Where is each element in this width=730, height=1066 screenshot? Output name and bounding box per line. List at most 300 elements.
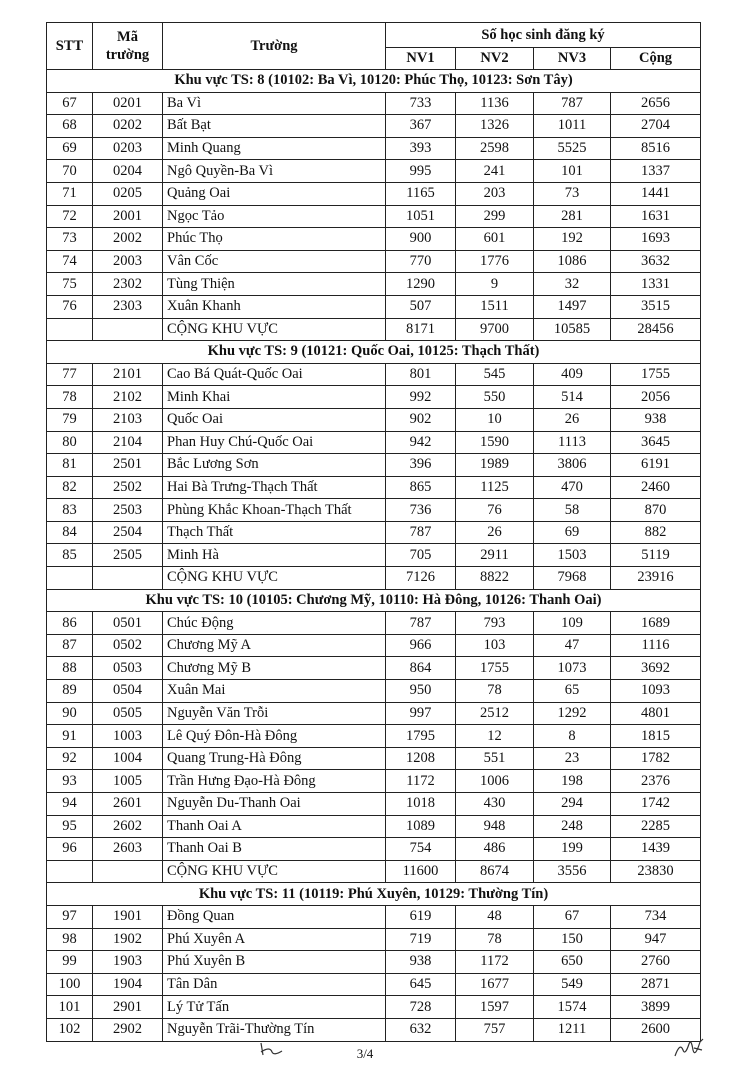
table-row xyxy=(47,137,701,160)
cell-stt: 96 xyxy=(47,838,93,861)
cell-ma-truong: 2502 xyxy=(93,476,163,499)
cell-nv1: 719 xyxy=(386,928,456,951)
cell-truong: Quốc Oai xyxy=(163,408,386,431)
cell-cong: 1693 xyxy=(611,228,701,251)
cell-cong: 23830 xyxy=(611,860,701,883)
cell-nv1: 645 xyxy=(386,973,456,996)
cell-cong: 3645 xyxy=(611,431,701,454)
cell-nv1: 1290 xyxy=(386,273,456,296)
cell-nv1: 736 xyxy=(386,499,456,522)
cell-ma-truong: 2302 xyxy=(93,273,163,296)
cell-nv1: 754 xyxy=(386,838,456,861)
cell-nv2: 8822 xyxy=(456,567,534,590)
section-title: Khu vực TS: 8 (10102: Ba Vì, 10120: Phúc Thọ, 10123: Sơn Tây) xyxy=(47,70,701,93)
cell-truong: Phùng Khắc Khoan-Thạch Thất xyxy=(163,499,386,522)
cell-nv2: 203 xyxy=(456,182,534,205)
cell-nv1: 632 xyxy=(386,1018,456,1041)
table-row xyxy=(47,160,701,183)
cell-truong: Chúc Động xyxy=(163,612,386,635)
cell-ma-truong: 1902 xyxy=(93,928,163,951)
cell-nv2: 1677 xyxy=(456,973,534,996)
table-row xyxy=(47,92,701,115)
cell-ma-truong: 0201 xyxy=(93,92,163,115)
cell-nv2: 948 xyxy=(456,815,534,838)
cell-truong: Chương Mỹ B xyxy=(163,657,386,680)
cell-stt: 100 xyxy=(47,973,93,996)
cell-stt: 83 xyxy=(47,499,93,522)
cell-stt: 84 xyxy=(47,521,93,544)
cell-nv1: 950 xyxy=(386,680,456,703)
cell-stt: 94 xyxy=(47,793,93,816)
cell-truong: Ngọc Tảo xyxy=(163,205,386,228)
cell-truong: Quang Trung-Hà Đông xyxy=(163,747,386,770)
cell-ma-truong: 2503 xyxy=(93,499,163,522)
cell-stt: 75 xyxy=(47,273,93,296)
cell-ma-truong: 0203 xyxy=(93,137,163,160)
cell-truong: Vân Cốc xyxy=(163,250,386,273)
cell-nv2: 241 xyxy=(456,160,534,183)
cell-stt: 81 xyxy=(47,454,93,477)
cell-ma-truong: 2103 xyxy=(93,408,163,431)
total-row xyxy=(47,567,701,590)
cell-cong: 734 xyxy=(611,905,701,928)
table-row xyxy=(47,295,701,318)
total-label: CỘNG KHU VỰC xyxy=(163,567,386,590)
cell-cong: 5119 xyxy=(611,544,701,567)
cell-stt: 87 xyxy=(47,634,93,657)
cell-nv3: 281 xyxy=(534,205,611,228)
cell-nv1: 966 xyxy=(386,634,456,657)
table-row xyxy=(47,928,701,951)
cell-ma-truong: 1903 xyxy=(93,951,163,974)
table-row xyxy=(47,431,701,454)
table-row xyxy=(47,973,701,996)
cell-stt: 99 xyxy=(47,951,93,974)
table-row xyxy=(47,544,701,567)
table-row xyxy=(47,521,701,544)
cell-ma-truong: 2002 xyxy=(93,228,163,251)
cell-stt: 73 xyxy=(47,228,93,251)
cell-nv1: 1051 xyxy=(386,205,456,228)
cell-stt: 91 xyxy=(47,725,93,748)
col-header-nv1: NV1 xyxy=(386,48,456,70)
table-row xyxy=(47,205,701,228)
table-row xyxy=(47,838,701,861)
registration-table xyxy=(46,22,701,1042)
table-row xyxy=(47,815,701,838)
cell-cong: 2285 xyxy=(611,815,701,838)
cell-nv2: 12 xyxy=(456,725,534,748)
cell-nv3: 109 xyxy=(534,612,611,635)
section-title: Khu vực TS: 9 (10121: Quốc Oai, 10125: Thạch Thất) xyxy=(47,341,701,364)
cell-nv3: 1073 xyxy=(534,657,611,680)
cell-cong: 2056 xyxy=(611,386,701,409)
cell-nv3: 198 xyxy=(534,770,611,793)
cell-nv3: 409 xyxy=(534,363,611,386)
cell-ma-truong: 2505 xyxy=(93,544,163,567)
cell-nv3: 1497 xyxy=(534,295,611,318)
cell-ma-truong xyxy=(93,318,163,341)
cell-nv1: 864 xyxy=(386,657,456,680)
cell-nv2: 1590 xyxy=(456,431,534,454)
table-row xyxy=(47,725,701,748)
cell-ma-truong: 2102 xyxy=(93,386,163,409)
cell-nv2: 9 xyxy=(456,273,534,296)
cell-stt: 86 xyxy=(47,612,93,635)
cell-truong: Tùng Thiện xyxy=(163,273,386,296)
cell-nv2: 1776 xyxy=(456,250,534,273)
cell-ma-truong: 2504 xyxy=(93,521,163,544)
cell-nv3: 514 xyxy=(534,386,611,409)
cell-truong: Xuân Khanh xyxy=(163,295,386,318)
col-header-ma-truong: Mã trường xyxy=(93,23,163,70)
cell-truong: Minh Quang xyxy=(163,137,386,160)
table-row xyxy=(47,657,701,680)
cell-truong: Nguyễn Du-Thanh Oai xyxy=(163,793,386,816)
cell-cong: 2704 xyxy=(611,115,701,138)
table-row xyxy=(47,499,701,522)
cell-cong: 1441 xyxy=(611,182,701,205)
table-row xyxy=(47,905,701,928)
cell-nv2: 1511 xyxy=(456,295,534,318)
section-title: Khu vực TS: 10 (10105: Chương Mỹ, 10110: Hà Đông, 10126: Thanh Oai) xyxy=(47,589,701,612)
cell-nv3: 7968 xyxy=(534,567,611,590)
cell-stt: 76 xyxy=(47,295,93,318)
cell-nv3: 650 xyxy=(534,951,611,974)
cell-cong: 870 xyxy=(611,499,701,522)
cell-nv1: 1795 xyxy=(386,725,456,748)
cell-nv3: 73 xyxy=(534,182,611,205)
cell-stt: 102 xyxy=(47,1018,93,1041)
cell-nv1: 992 xyxy=(386,386,456,409)
cell-ma-truong: 1003 xyxy=(93,725,163,748)
cell-cong: 1815 xyxy=(611,725,701,748)
cell-nv1: 1089 xyxy=(386,815,456,838)
cell-nv3: 248 xyxy=(534,815,611,838)
cell-truong: Đồng Quan xyxy=(163,905,386,928)
cell-ma-truong: 2603 xyxy=(93,838,163,861)
cell-nv3: 101 xyxy=(534,160,611,183)
cell-truong: Nguyễn Văn Trỗi xyxy=(163,702,386,725)
cell-ma-truong: 1005 xyxy=(93,770,163,793)
cell-nv2: 1172 xyxy=(456,951,534,974)
cell-nv2: 1597 xyxy=(456,996,534,1019)
cell-nv2: 8674 xyxy=(456,860,534,883)
cell-nv2: 76 xyxy=(456,499,534,522)
cell-cong: 3899 xyxy=(611,996,701,1019)
cell-nv2: 2598 xyxy=(456,137,534,160)
table-row xyxy=(47,250,701,273)
cell-ma-truong: 0202 xyxy=(93,115,163,138)
cell-cong: 6191 xyxy=(611,454,701,477)
cell-nv3: 787 xyxy=(534,92,611,115)
cell-nv3: 1011 xyxy=(534,115,611,138)
cell-nv2: 10 xyxy=(456,408,534,431)
cell-nv3: 65 xyxy=(534,680,611,703)
cell-nv3: 32 xyxy=(534,273,611,296)
signature-mark-right xyxy=(672,1036,706,1060)
cell-stt: 70 xyxy=(47,160,93,183)
cell-stt: 78 xyxy=(47,386,93,409)
cell-nv1: 1165 xyxy=(386,182,456,205)
cell-nv2: 103 xyxy=(456,634,534,657)
table-row xyxy=(47,951,701,974)
cell-nv3: 5525 xyxy=(534,137,611,160)
cell-cong: 28456 xyxy=(611,318,701,341)
cell-nv1: 11600 xyxy=(386,860,456,883)
cell-stt: 67 xyxy=(47,92,93,115)
cell-ma-truong: 0502 xyxy=(93,634,163,657)
cell-nv1: 393 xyxy=(386,137,456,160)
cell-nv3: 1574 xyxy=(534,996,611,1019)
cell-nv3: 150 xyxy=(534,928,611,951)
cell-cong: 2656 xyxy=(611,92,701,115)
cell-truong: Bắc Lương Sơn xyxy=(163,454,386,477)
cell-truong: Minh Hà xyxy=(163,544,386,567)
cell-nv2: 550 xyxy=(456,386,534,409)
cell-ma-truong: 2501 xyxy=(93,454,163,477)
table-row xyxy=(47,747,701,770)
cell-cong: 2460 xyxy=(611,476,701,499)
cell-cong: 1742 xyxy=(611,793,701,816)
cell-ma-truong: 0501 xyxy=(93,612,163,635)
cell-nv3: 47 xyxy=(534,634,611,657)
cell-nv1: 705 xyxy=(386,544,456,567)
cell-nv2: 78 xyxy=(456,680,534,703)
cell-ma-truong xyxy=(93,567,163,590)
cell-cong: 1116 xyxy=(611,634,701,657)
cell-nv1: 7126 xyxy=(386,567,456,590)
cell-nv3: 1292 xyxy=(534,702,611,725)
table-row xyxy=(47,182,701,205)
cell-stt: 82 xyxy=(47,476,93,499)
cell-ma-truong: 1004 xyxy=(93,747,163,770)
table-row xyxy=(47,386,701,409)
cell-stt: 68 xyxy=(47,115,93,138)
table-row xyxy=(47,273,701,296)
table-row xyxy=(47,996,701,1019)
cell-truong: Bất Bạt xyxy=(163,115,386,138)
cell-nv3: 10585 xyxy=(534,318,611,341)
total-label: CỘNG KHU VỰC xyxy=(163,860,386,883)
cell-nv1: 728 xyxy=(386,996,456,1019)
cell-truong: Quảng Oai xyxy=(163,182,386,205)
cell-nv2: 2911 xyxy=(456,544,534,567)
cell-nv1: 1172 xyxy=(386,770,456,793)
cell-nv2: 1136 xyxy=(456,92,534,115)
cell-nv3: 58 xyxy=(534,499,611,522)
table-row xyxy=(47,454,701,477)
cell-nv3: 3556 xyxy=(534,860,611,883)
cell-cong: 2376 xyxy=(611,770,701,793)
cell-cong: 882 xyxy=(611,521,701,544)
cell-cong: 938 xyxy=(611,408,701,431)
cell-stt: 90 xyxy=(47,702,93,725)
cell-stt: 92 xyxy=(47,747,93,770)
col-header-nv2: NV2 xyxy=(456,48,534,70)
cell-nv3: 1113 xyxy=(534,431,611,454)
table-row xyxy=(47,476,701,499)
cell-stt: 69 xyxy=(47,137,93,160)
cell-ma-truong: 2303 xyxy=(93,295,163,318)
cell-cong: 1631 xyxy=(611,205,701,228)
table-row xyxy=(47,1018,701,1041)
table-row xyxy=(47,363,701,386)
cell-cong: 947 xyxy=(611,928,701,951)
cell-ma-truong: 1901 xyxy=(93,905,163,928)
cell-truong: Minh Khai xyxy=(163,386,386,409)
cell-nv3: 1086 xyxy=(534,250,611,273)
cell-ma-truong: 1904 xyxy=(93,973,163,996)
cell-truong: Cao Bá Quát-Quốc Oai xyxy=(163,363,386,386)
cell-ma-truong: 2101 xyxy=(93,363,163,386)
cell-nv2: 299 xyxy=(456,205,534,228)
section-title: Khu vực TS: 11 (10119: Phú Xuyên, 10129: Thường Tín) xyxy=(47,883,701,906)
cell-nv3: 549 xyxy=(534,973,611,996)
cell-cong: 1439 xyxy=(611,838,701,861)
cell-cong: 1093 xyxy=(611,680,701,703)
cell-nv1: 900 xyxy=(386,228,456,251)
cell-nv2: 545 xyxy=(456,363,534,386)
cell-stt: 98 xyxy=(47,928,93,951)
cell-cong: 3515 xyxy=(611,295,701,318)
cell-ma-truong: 0505 xyxy=(93,702,163,725)
cell-cong: 2760 xyxy=(611,951,701,974)
col-header-truong: Trường xyxy=(163,23,386,70)
cell-truong: Thanh Oai A xyxy=(163,815,386,838)
cell-nv1: 997 xyxy=(386,702,456,725)
cell-stt: 95 xyxy=(47,815,93,838)
table-row xyxy=(47,793,701,816)
cell-nv2: 793 xyxy=(456,612,534,635)
cell-nv1: 787 xyxy=(386,521,456,544)
cell-nv2: 1755 xyxy=(456,657,534,680)
cell-truong: Ba Vì xyxy=(163,92,386,115)
col-header-so-hoc-sinh: Số học sinh đăng ký xyxy=(386,23,701,48)
table-row xyxy=(47,115,701,138)
cell-truong: Tân Dân xyxy=(163,973,386,996)
cell-truong: Lý Tử Tấn xyxy=(163,996,386,1019)
col-header-stt: STT xyxy=(47,23,93,70)
cell-nv1: 865 xyxy=(386,476,456,499)
cell-nv3: 26 xyxy=(534,408,611,431)
cell-nv1: 1208 xyxy=(386,747,456,770)
table-body xyxy=(47,70,701,1042)
cell-cong: 4801 xyxy=(611,702,701,725)
cell-ma-truong: 0504 xyxy=(93,680,163,703)
cell-ma-truong xyxy=(93,860,163,883)
cell-nv3: 1503 xyxy=(534,544,611,567)
cell-nv3: 294 xyxy=(534,793,611,816)
cell-nv3: 67 xyxy=(534,905,611,928)
cell-truong: Thanh Oai B xyxy=(163,838,386,861)
cell-stt: 79 xyxy=(47,408,93,431)
cell-truong: Chương Mỹ A xyxy=(163,634,386,657)
cell-truong: Phú Xuyên A xyxy=(163,928,386,951)
cell-stt: 93 xyxy=(47,770,93,793)
cell-stt xyxy=(47,318,93,341)
cell-stt: 72 xyxy=(47,205,93,228)
cell-nv3: 192 xyxy=(534,228,611,251)
table-row xyxy=(47,228,701,251)
cell-cong: 3692 xyxy=(611,657,701,680)
cell-nv3: 23 xyxy=(534,747,611,770)
cell-cong: 1689 xyxy=(611,612,701,635)
cell-truong: Thạch Thất xyxy=(163,521,386,544)
cell-stt xyxy=(47,567,93,590)
cell-stt: 77 xyxy=(47,363,93,386)
cell-truong: Trần Hưng Đạo-Hà Đông xyxy=(163,770,386,793)
cell-ma-truong: 2902 xyxy=(93,1018,163,1041)
cell-truong: Nguyễn Trãi-Thường Tín xyxy=(163,1018,386,1041)
cell-nv1: 801 xyxy=(386,363,456,386)
cell-nv2: 430 xyxy=(456,793,534,816)
table-row xyxy=(47,680,701,703)
total-label: CỘNG KHU VỰC xyxy=(163,318,386,341)
cell-nv1: 995 xyxy=(386,160,456,183)
cell-nv2: 1989 xyxy=(456,454,534,477)
cell-ma-truong: 2602 xyxy=(93,815,163,838)
col-header-cong: Cộng xyxy=(611,48,701,70)
cell-nv2: 9700 xyxy=(456,318,534,341)
cell-nv2: 1006 xyxy=(456,770,534,793)
cell-nv1: 902 xyxy=(386,408,456,431)
cell-nv1: 1018 xyxy=(386,793,456,816)
cell-nv1: 733 xyxy=(386,92,456,115)
cell-truong: Lê Quý Đôn-Hà Đông xyxy=(163,725,386,748)
cell-ma-truong: 2001 xyxy=(93,205,163,228)
cell-stt: 71 xyxy=(47,182,93,205)
table-row xyxy=(47,408,701,431)
cell-cong: 3632 xyxy=(611,250,701,273)
cell-stt: 74 xyxy=(47,250,93,273)
cell-nv2: 26 xyxy=(456,521,534,544)
cell-nv2: 486 xyxy=(456,838,534,861)
cell-stt: 97 xyxy=(47,905,93,928)
cell-cong: 23916 xyxy=(611,567,701,590)
cell-nv1: 942 xyxy=(386,431,456,454)
cell-cong: 1755 xyxy=(611,363,701,386)
cell-nv2: 48 xyxy=(456,905,534,928)
cell-ma-truong: 2104 xyxy=(93,431,163,454)
cell-truong: Ngô Quyền-Ba Vì xyxy=(163,160,386,183)
cell-cong: 2871 xyxy=(611,973,701,996)
cell-nv1: 507 xyxy=(386,295,456,318)
section-title-row xyxy=(47,341,701,364)
cell-cong: 1337 xyxy=(611,160,701,183)
cell-stt: 101 xyxy=(47,996,93,1019)
cell-truong: Xuân Mai xyxy=(163,680,386,703)
cell-stt: 88 xyxy=(47,657,93,680)
cell-nv3: 8 xyxy=(534,725,611,748)
cell-ma-truong: 0205 xyxy=(93,182,163,205)
total-row xyxy=(47,318,701,341)
section-title-row xyxy=(47,883,701,906)
cell-cong: 1331 xyxy=(611,273,701,296)
cell-truong: Phúc Thọ xyxy=(163,228,386,251)
col-header-nv3: NV3 xyxy=(534,48,611,70)
cell-nv3: 1211 xyxy=(534,1018,611,1041)
cell-truong: Phan Huy Chú-Quốc Oai xyxy=(163,431,386,454)
cell-nv2: 1125 xyxy=(456,476,534,499)
cell-nv3: 470 xyxy=(534,476,611,499)
cell-cong: 1782 xyxy=(611,747,701,770)
cell-nv2: 601 xyxy=(456,228,534,251)
cell-nv1: 938 xyxy=(386,951,456,974)
section-title-row xyxy=(47,589,701,612)
cell-nv1: 367 xyxy=(386,115,456,138)
cell-stt: 89 xyxy=(47,680,93,703)
